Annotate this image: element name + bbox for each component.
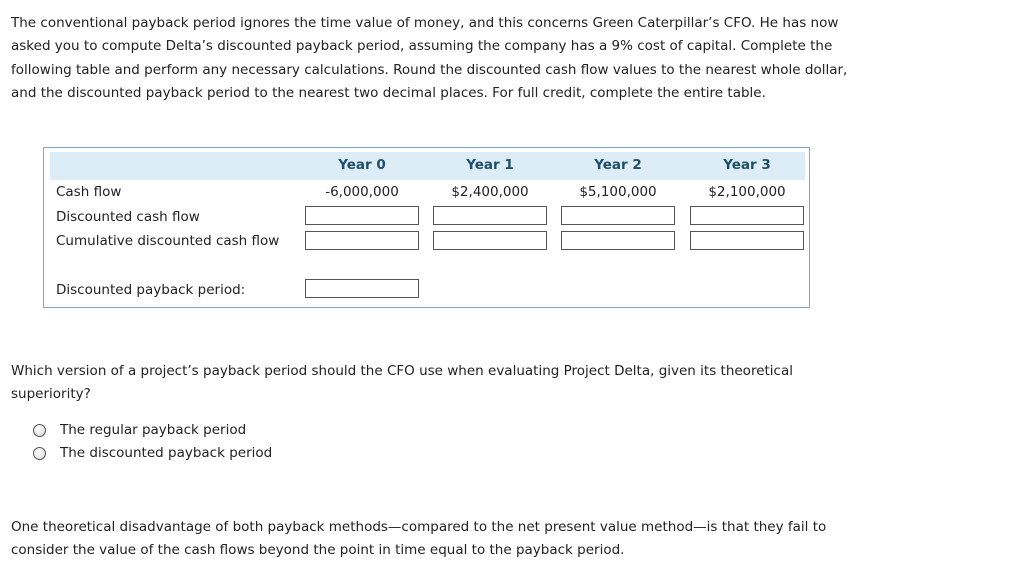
header-year-1: Year 1	[466, 157, 514, 173]
question-paragraph: Which version of a project’s payback period should the CFO use when evaluating Project Delta, given its theoretical superiority?	[11, 363, 793, 403]
cash-flow-year-0: -6,000,000	[325, 184, 399, 200]
cash-flow-year-1: $2,400,000	[451, 184, 529, 200]
option-label: The discounted payback period	[60, 445, 273, 461]
cumulative-dcf-year-0-input[interactable]	[305, 231, 419, 250]
header-year-2: Year 2	[594, 157, 642, 173]
header-year-0: Year 0	[338, 157, 386, 173]
cash-flow-year-3: $2,100,000	[708, 184, 786, 200]
discounted-cash-flow-year-3-input[interactable]	[690, 206, 804, 225]
radio-button-icon[interactable]	[33, 447, 46, 460]
row-label-discounted-cash-flow: Discounted cash flow	[56, 209, 200, 225]
cumulative-dcf-year-1-input[interactable]	[433, 231, 547, 250]
discounted-cash-flow-year-1-input[interactable]	[433, 206, 547, 225]
intro-paragraph: The conventional payback period ignores the time value of money, and this concerns Green Caterpillar’s CFO. He has now asked you to compute Delta’s discounted payback period, assuming the company has a 9% cost of capital. Complete the following table and perform any necessary calculations. Round the discounted cash flow values to the nearest whole dollar, and the discounted payback period to the nearest two decimal places. For full credit, complete the entire table.	[11, 15, 848, 101]
radio-button-icon[interactable]	[33, 424, 46, 437]
cumulative-dcf-year-2-input[interactable]	[561, 231, 675, 250]
discounted-payback-period-input[interactable]	[305, 279, 419, 298]
discounted-payback-period-label: Discounted payback period:	[56, 282, 246, 298]
discounted-cash-flow-year-2-input[interactable]	[561, 206, 675, 225]
discounted-payback-table	[43, 147, 810, 308]
cash-flow-year-2: $5,100,000	[579, 184, 657, 200]
cumulative-dcf-year-3-input[interactable]	[690, 231, 804, 250]
discounted-cash-flow-year-0-input[interactable]	[305, 206, 419, 225]
row-label-cash-flow: Cash flow	[56, 184, 122, 200]
option-label: The regular payback period	[60, 422, 247, 438]
row-label-cumulative-discounted-cash-flow: Cumulative discounted cash flow	[56, 233, 280, 249]
header-year-3: Year 3	[723, 157, 771, 173]
conclusion-paragraph: One theoretical disadvantage of both payback methods—compared to the net present value method—is that they fail to consider the value of the cash flows beyond the point in time equal to the payback period.	[11, 519, 827, 559]
